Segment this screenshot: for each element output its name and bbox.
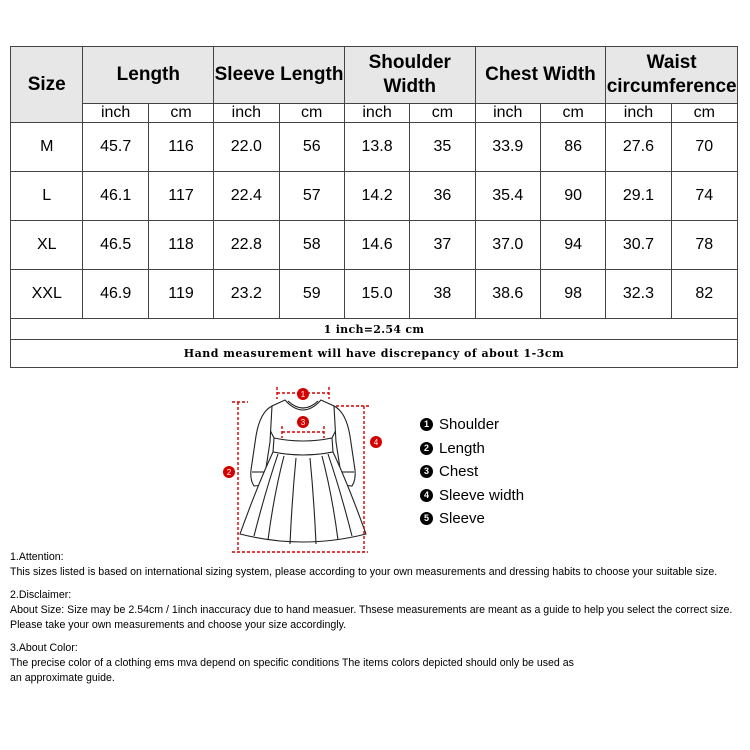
conversion-note: 1 inch=2.54 cm bbox=[11, 319, 738, 340]
number-badge-icon: 1 bbox=[420, 418, 433, 431]
value-cell: 119 bbox=[148, 270, 213, 319]
value-cell: 13.8 bbox=[344, 123, 409, 172]
marker-4 bbox=[370, 436, 382, 448]
legend-item bbox=[420, 437, 524, 461]
value-cell: 29.1 bbox=[606, 172, 671, 221]
value-cell: 117 bbox=[148, 172, 213, 221]
unit-row bbox=[11, 104, 738, 123]
value-cell: 90 bbox=[540, 172, 605, 221]
header-length: Length bbox=[83, 47, 214, 104]
table-row bbox=[11, 221, 738, 270]
note-attention bbox=[10, 550, 750, 580]
value-cell: 86 bbox=[540, 123, 605, 172]
notes-section bbox=[10, 550, 750, 694]
size-cell: XXL bbox=[11, 270, 83, 319]
marker-3 bbox=[297, 416, 309, 428]
unit-cell: inch bbox=[606, 104, 671, 123]
value-cell: 78 bbox=[671, 221, 737, 270]
number-badge-icon: 3 bbox=[420, 465, 433, 478]
legend-item bbox=[420, 460, 524, 484]
value-cell: 94 bbox=[540, 221, 605, 270]
conversion-row bbox=[11, 319, 738, 340]
value-cell: 37 bbox=[410, 221, 475, 270]
svg-text:4: 4 bbox=[373, 438, 379, 447]
value-cell: 14.6 bbox=[344, 221, 409, 270]
svg-text:2: 2 bbox=[226, 468, 232, 477]
value-cell: 35.4 bbox=[475, 172, 540, 221]
unit-cell: inch bbox=[83, 104, 148, 123]
value-cell: 38 bbox=[410, 270, 475, 319]
note-about-color bbox=[10, 641, 750, 686]
legend-label: Sleeve bbox=[439, 510, 485, 528]
note-line: an approximate guide. bbox=[10, 672, 115, 684]
number-badge-icon: 2 bbox=[420, 442, 433, 455]
header-chest-width: Chest Width bbox=[475, 47, 606, 104]
note-line: Please take your own measurements and choose your size accordingly. bbox=[10, 619, 347, 631]
value-cell: 38.6 bbox=[475, 270, 540, 319]
note-disclaimer bbox=[10, 588, 750, 633]
marker-2 bbox=[223, 466, 235, 478]
size-cell: L bbox=[11, 172, 83, 221]
value-cell: 33.9 bbox=[475, 123, 540, 172]
unit-cell: cm bbox=[410, 104, 475, 123]
value-cell: 14.2 bbox=[344, 172, 409, 221]
measurement-legend bbox=[420, 413, 524, 531]
number-badge-icon: 5 bbox=[420, 512, 433, 525]
value-cell: 35 bbox=[410, 123, 475, 172]
value-cell: 58 bbox=[279, 221, 344, 270]
value-cell: 59 bbox=[279, 270, 344, 319]
value-cell: 37.0 bbox=[475, 221, 540, 270]
svg-text:3: 3 bbox=[300, 418, 306, 427]
unit-cell: cm bbox=[671, 104, 737, 123]
dress-diagram bbox=[218, 384, 388, 556]
value-cell: 116 bbox=[148, 123, 213, 172]
header-row bbox=[11, 47, 738, 104]
value-cell: 46.9 bbox=[83, 270, 148, 319]
note-line: About Size: Size may be 2.54cm / 1inch inaccuracy due to hand measuer. Thsese measurements are meant as a guide to help you select the correct size. bbox=[10, 604, 733, 616]
legend-label: Shoulder bbox=[439, 416, 500, 434]
value-cell: 46.1 bbox=[83, 172, 148, 221]
value-cell: 118 bbox=[148, 221, 213, 270]
value-cell: 32.3 bbox=[606, 270, 671, 319]
value-cell: 74 bbox=[671, 172, 737, 221]
discrepancy-row bbox=[11, 340, 738, 368]
value-cell: 45.7 bbox=[83, 123, 148, 172]
note-line: This sizes listed is based on international sizing system, please according to your own measurements and dressing habits to choose your suitable size. bbox=[10, 566, 718, 578]
value-cell: 70 bbox=[671, 123, 737, 172]
value-cell: 23.2 bbox=[214, 270, 279, 319]
value-cell: 46.5 bbox=[83, 221, 148, 270]
svg-text:1: 1 bbox=[300, 390, 306, 399]
legend-label: Sleeve width bbox=[439, 486, 525, 504]
size-cell: XL bbox=[11, 221, 83, 270]
value-cell: 15.0 bbox=[344, 270, 409, 319]
size-cell: M bbox=[11, 123, 83, 172]
value-cell: 30.7 bbox=[606, 221, 671, 270]
number-badge-icon: 4 bbox=[420, 489, 433, 502]
discrepancy-note: Hand measurement will have discrepancy of about 1-3cm bbox=[11, 340, 738, 368]
value-cell: 57 bbox=[279, 172, 344, 221]
note-title: 3.About Color: bbox=[10, 642, 78, 654]
value-cell: 27.6 bbox=[606, 123, 671, 172]
value-cell: 56 bbox=[279, 123, 344, 172]
value-cell: 22.4 bbox=[214, 172, 279, 221]
unit-cell: cm bbox=[540, 104, 605, 123]
note-title: 1.Attention: bbox=[10, 551, 64, 563]
header-size: Size bbox=[11, 47, 83, 123]
legend-label: Length bbox=[439, 439, 485, 457]
header-sleeve-length: Sleeve Length bbox=[214, 47, 345, 104]
value-cell: 98 bbox=[540, 270, 605, 319]
header-shoulder-width: Shoulder Width bbox=[344, 47, 475, 104]
marker-1 bbox=[297, 388, 309, 400]
unit-cell: inch bbox=[344, 104, 409, 123]
header-waist-circumference: Waist circumference bbox=[606, 47, 738, 104]
value-cell: 36 bbox=[410, 172, 475, 221]
legend-item bbox=[420, 413, 524, 437]
value-cell: 82 bbox=[671, 270, 737, 319]
unit-cell: inch bbox=[214, 104, 279, 123]
legend-label: Chest bbox=[439, 463, 479, 481]
unit-cell: inch bbox=[475, 104, 540, 123]
unit-cell: cm bbox=[148, 104, 213, 123]
value-cell: 22.8 bbox=[214, 221, 279, 270]
legend-item bbox=[420, 484, 524, 508]
value-cell: 22.0 bbox=[214, 123, 279, 172]
size-chart-table bbox=[10, 46, 738, 368]
table-row bbox=[11, 123, 738, 172]
unit-cell: cm bbox=[279, 104, 344, 123]
table-row bbox=[11, 172, 738, 221]
legend-item bbox=[420, 507, 524, 531]
note-line: The precise color of a clothing ems mva depend on specific conditions The items colors depicted should only be used as bbox=[10, 657, 574, 669]
table-row bbox=[11, 270, 738, 319]
note-title: 2.Disclaimer: bbox=[10, 589, 72, 601]
